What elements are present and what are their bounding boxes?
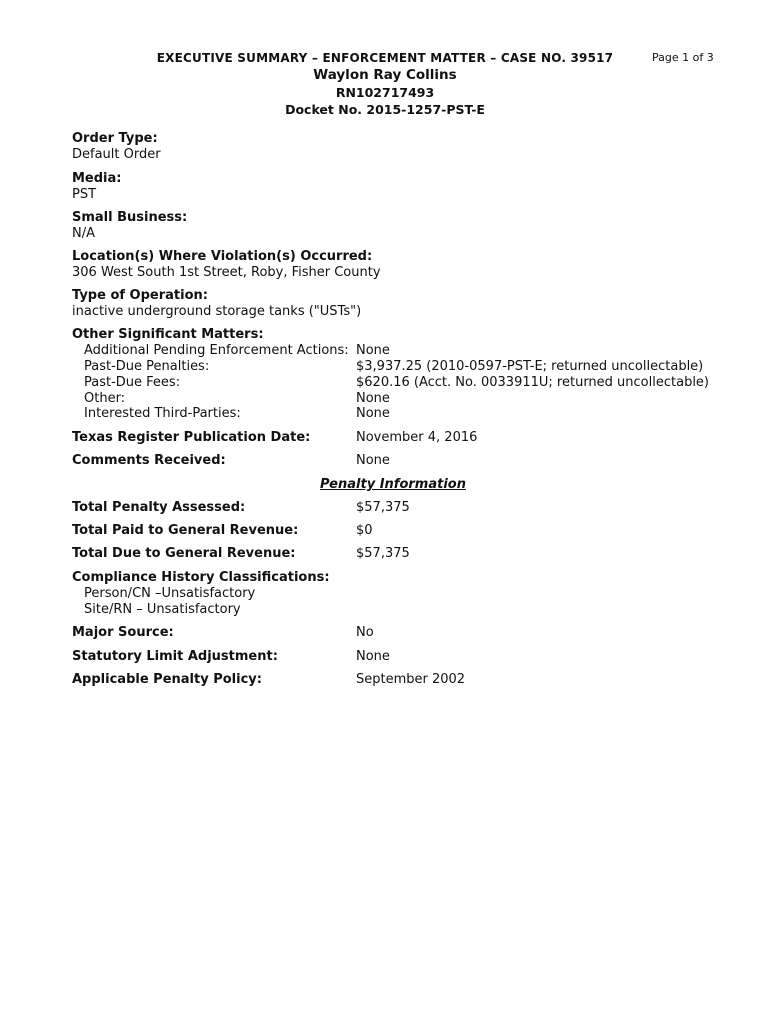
statutory-limit-value: None xyxy=(356,649,390,664)
media-value: PST xyxy=(72,187,97,202)
compliance-person: Person/CN –Unsatisfactory xyxy=(84,586,256,601)
compliance-site: Site/RN – Unsatisfactory xyxy=(84,602,241,617)
publication-date-label: Texas Register Publication Date: xyxy=(72,430,311,445)
respondent-name: Waylon Ray Collins xyxy=(313,67,457,83)
pending-actions-value: None xyxy=(356,343,390,358)
other-matters-label: Other Significant Matters: xyxy=(72,327,264,342)
paid-general-revenue-label: Total Paid to General Revenue: xyxy=(72,523,299,538)
major-source-label: Major Source: xyxy=(72,625,174,640)
past-due-fees-label: Past-Due Fees: xyxy=(84,375,181,390)
penalty-policy-value: September 2002 xyxy=(356,672,466,687)
third-parties-label: Interested Third-Parties: xyxy=(84,406,241,421)
order-type-value: Default Order xyxy=(72,147,161,162)
page-number: Page 1 of 3 xyxy=(652,51,714,64)
media-label: Media: xyxy=(72,171,122,186)
penalty-assessed-label: Total Penalty Assessed: xyxy=(72,500,246,515)
third-parties-value: None xyxy=(356,406,390,421)
docket-number: Docket No. 2015-1257-PST-E xyxy=(285,102,485,117)
past-due-penalties-label: Past-Due Penalties: xyxy=(84,359,210,374)
comments-label: Comments Received: xyxy=(72,453,226,468)
rn-number: RN102717493 xyxy=(335,85,435,100)
comments-value: None xyxy=(356,453,390,468)
location-label: Location(s) Where Violation(s) Occurred: xyxy=(72,249,373,264)
major-source-value: No xyxy=(356,625,374,640)
compliance-history-label: Compliance History Classifications: xyxy=(72,570,330,585)
penalty-info-heading: Penalty Information xyxy=(320,477,466,492)
small-business-value: N/A xyxy=(72,226,95,241)
order-type-label: Order Type: xyxy=(72,131,158,146)
past-due-fees-value: $620.16 (Acct. No. 0033911U; returned uncollectable) xyxy=(356,375,709,390)
location-value: 306 West South 1st Street, Roby, Fisher County xyxy=(72,265,381,280)
due-general-revenue-value: $57,375 xyxy=(356,546,410,561)
penalty-policy-label: Applicable Penalty Policy: xyxy=(72,672,262,687)
location-field xyxy=(72,249,381,281)
other-value: None xyxy=(356,391,390,406)
paid-general-revenue-value: $0 xyxy=(356,523,373,538)
media-field xyxy=(72,171,122,203)
operation-label: Type of Operation: xyxy=(72,288,208,303)
pending-actions-label: Additional Pending Enforcement Actions: xyxy=(84,343,349,358)
small-business-field xyxy=(72,210,187,242)
past-due-penalties-value: $3,937.25 (2010-0597-PST-E; returned uncollectable) xyxy=(356,359,704,374)
case-title: EXECUTIVE SUMMARY – ENFORCEMENT MATTER – CASE NO. 39517 xyxy=(156,51,614,65)
publication-date-value: November 4, 2016 xyxy=(356,430,478,445)
small-business-label: Small Business: xyxy=(72,210,188,225)
penalty-assessed-value: $57,375 xyxy=(356,500,410,515)
operation-field xyxy=(72,288,361,320)
statutory-limit-label: Statutory Limit Adjustment: xyxy=(72,649,278,664)
other-label: Other: xyxy=(84,391,126,406)
due-general-revenue-label: Total Due to General Revenue: xyxy=(72,546,296,561)
order-type-field xyxy=(72,131,161,163)
operation-value: inactive underground storage tanks ("USTs") xyxy=(72,304,362,319)
